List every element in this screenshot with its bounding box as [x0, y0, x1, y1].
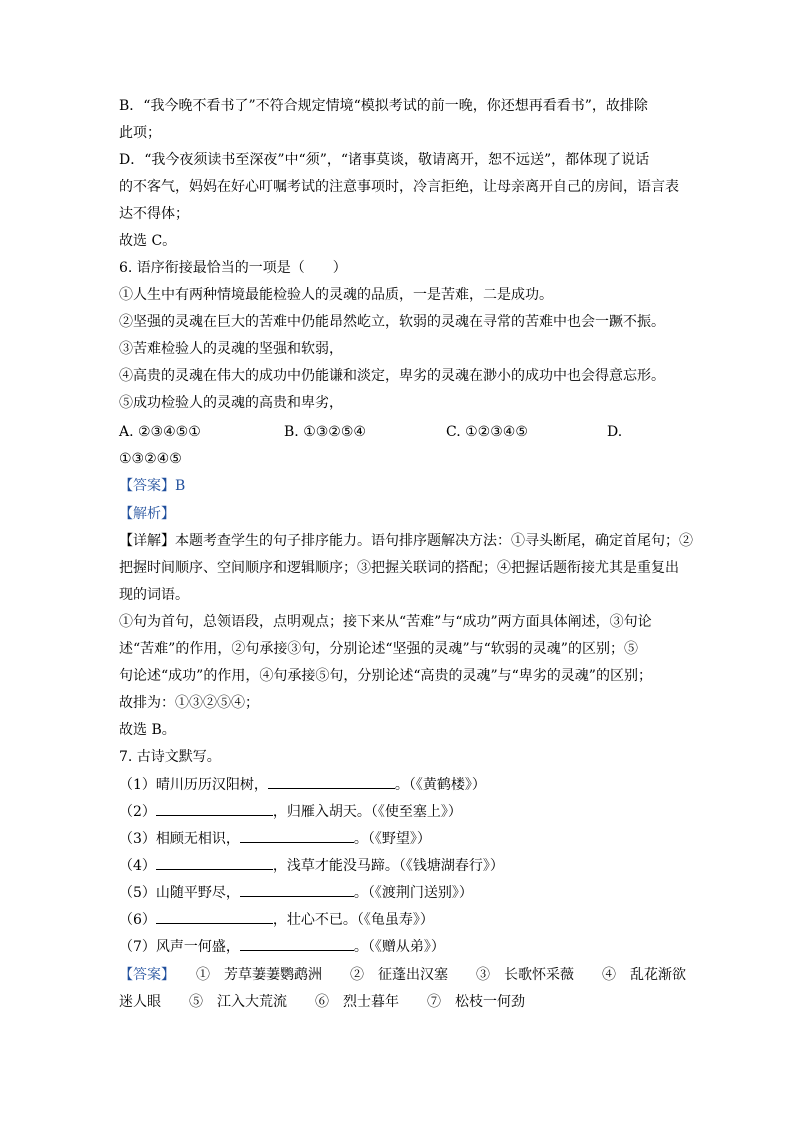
answer-label: 【答案】B	[119, 478, 186, 494]
poem-blank-2: （2） ，归雁入胡天。（《使至塞上》）	[119, 801, 694, 822]
answer-text: 【答案】 ① 芳草萋萋鹦鹉洲 ② 征蓬出汉塞 ③ 长歌怀采薇 ④ 乱花渐欲	[119, 967, 686, 983]
sentence-5: ⑤成功检验人的灵魂的高贵和卑劣，	[119, 395, 343, 411]
fill-blank[interactable]	[156, 909, 273, 924]
detail-line: 【详解】本题考查学生的句子排序能力。语句排序题解决方法：①寻头断尾，确定首尾句；②	[119, 533, 693, 549]
fill-blank[interactable]	[240, 882, 354, 897]
question-7-stem: 7. 古诗文默写。	[119, 749, 221, 765]
answer-line-1	[119, 965, 694, 985]
option-d-continued: ①③②④⑤	[119, 451, 182, 467]
fill-blank[interactable]	[268, 774, 395, 789]
text-line: 故选 C。	[119, 233, 177, 249]
fill-blank[interactable]	[240, 828, 354, 843]
sentence-2: ②坚强的灵魂在巨大的苦难中仍能昂然屹立，软弱的灵魂在寻常的苦难中也会一蹶不振。	[119, 314, 665, 330]
detail-line: 故选 B。	[119, 722, 176, 738]
fill-blank[interactable]	[156, 801, 273, 816]
text-line: D．“我今夜须读书至深夜”中“须”，“诸事莫谈，敬请离开，恕不远送”，都体现了说话	[119, 152, 650, 168]
detail-line: 句论述“成功”的作用，④句承接⑤句，分别论述“高贵的灵魂”与“卑劣的灵魂”的区别；	[119, 668, 652, 684]
detail-line: 把握时间顺序、空间顺序和逻辑顺序；③把握关联词的搭配；④把握话题衔接尤其是重复出	[119, 560, 679, 576]
sentence-4: ④高贵的灵魂在伟大的成功中仍能谦和淡定，卑劣的灵魂在渺小的成功中也会得意忘形。	[119, 368, 665, 384]
detail-line: 现的词语。	[119, 587, 189, 603]
poem-blank-6: （6） ，壮心不已。（《龟虽寿》）	[119, 909, 694, 930]
fill-blank[interactable]	[156, 855, 273, 870]
sentence-1: ①人生中有两种情境最能检验人的灵魂的品质，一是苦难，二是成功。	[119, 287, 553, 303]
option-a: A. ②③④⑤①	[119, 424, 201, 440]
poem-blank-4: （4） ，浅草才能没马蹄。（《钱塘湖春行》）	[119, 855, 694, 876]
poem-blank-3: （3）相顾无相识， 。（《野望》）	[119, 828, 694, 849]
option-b: B. ①③②⑤④	[284, 424, 366, 440]
detail-line: ①句为首句，总领语段，点明观点；接下来从“苦难”与“成功”两方面具体阐述，③句论	[119, 614, 652, 630]
text-line: 此项；	[119, 125, 161, 141]
text-line: 的不客气，妈妈在好心叮嘱考试的注意事项时，冷言拒绝，让母亲离开自己的房间，语言表	[119, 179, 679, 195]
option-c: C. ①②③④⑤	[446, 424, 528, 440]
poem-blank-1: （1）晴川历历汉阳树， 。（《黄鹤楼》）	[119, 774, 694, 795]
text-line: 达不得体；	[119, 206, 189, 222]
analysis-label: 【解析】	[119, 506, 175, 522]
options-row	[119, 422, 694, 442]
sentence-3: ③苦难检验人的灵魂的坚强和软弱，	[119, 341, 343, 357]
fill-blank[interactable]	[240, 936, 354, 951]
poem-blank-5: （5）山随平野尽， 。（《渡荆门送别》）	[119, 882, 694, 903]
detail-line: 述“苦难”的作用，②句承接③句，分别论述“坚强的灵魂”与“软弱的灵魂”的区别；⑤	[119, 641, 638, 657]
detail-line: 故排为：①③②⑤④；	[119, 695, 259, 711]
poem-blank-7: （7）风声一何盛， 。（《赠从弟》）	[119, 936, 694, 957]
question-6-stem: 6. 语序衔接最恰当的一项是（ ）	[119, 260, 347, 276]
answer-line-2: 迷人眼 ⑤ 江入大荒流 ⑥ 烈士暮年 ⑦ 松枝一何劲	[119, 994, 525, 1010]
text-line: B．“我今晚不看书了”不符合规定情境“模拟考试的前一晚，你还想再看看书”，故排除	[119, 98, 648, 114]
option-d: D.	[607, 424, 623, 440]
